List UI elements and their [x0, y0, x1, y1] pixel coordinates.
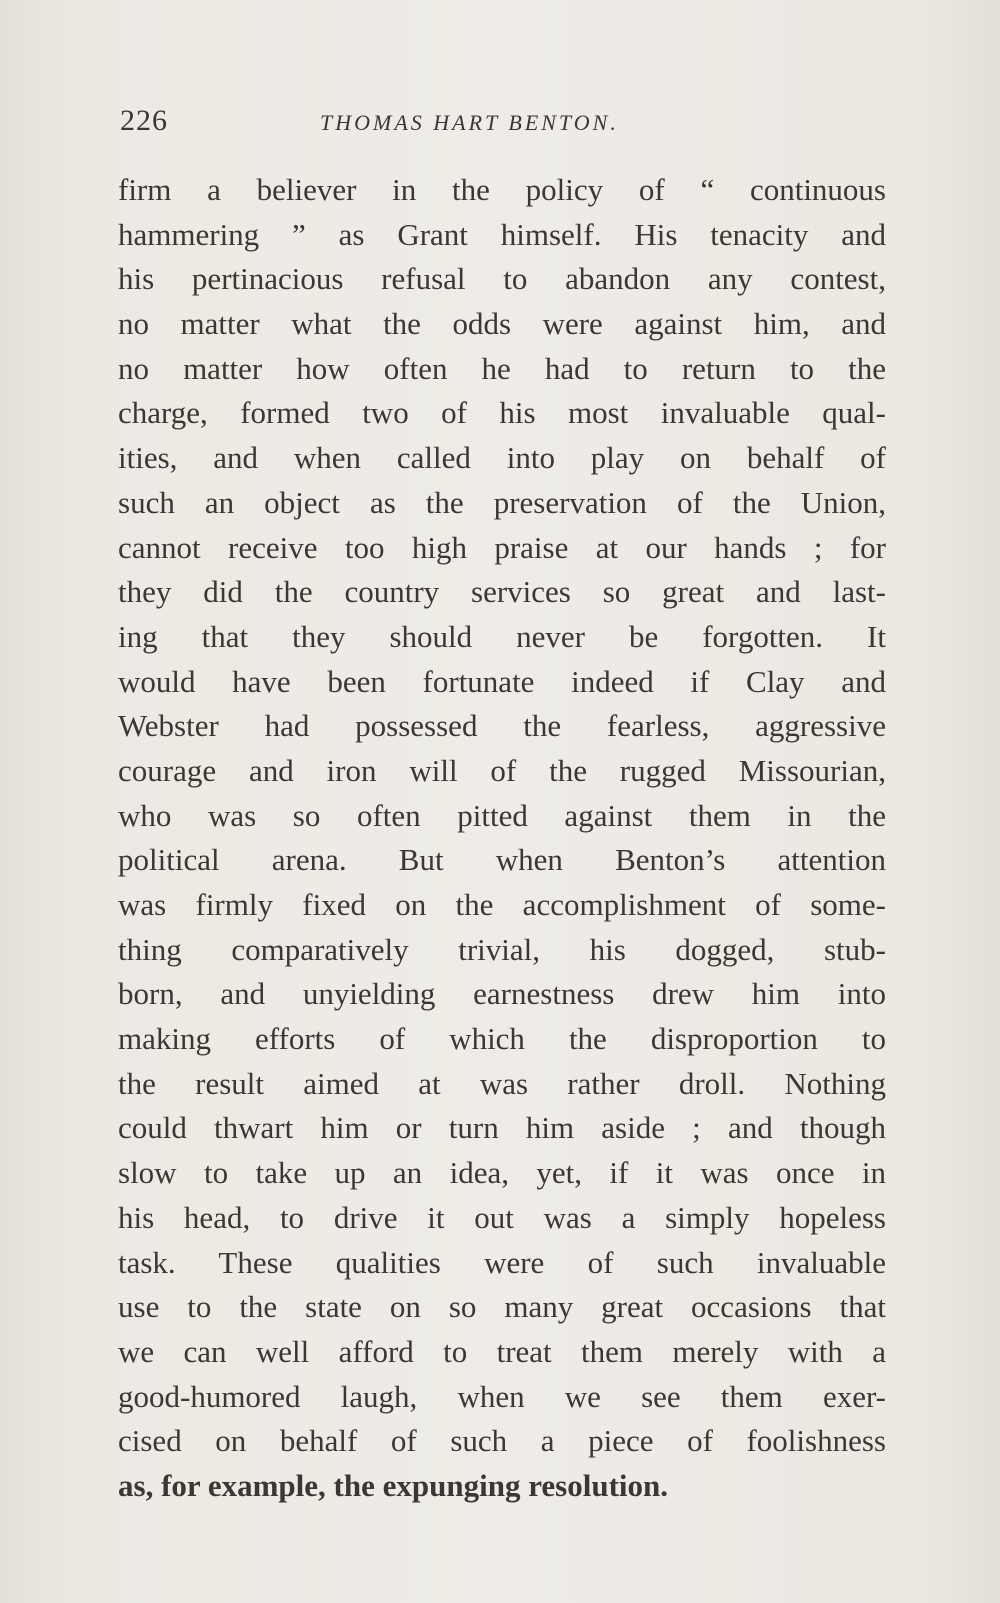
text-line: such an object as the preservation of the Union, — [118, 484, 886, 520]
page-header — [120, 104, 890, 144]
text-line: no matter what the odds were against him, and — [118, 306, 886, 342]
text-line: firm a believer in the policy of “ continuous — [118, 172, 886, 207]
body-text — [118, 168, 886, 1509]
text-line: cannot receive too high praise at our hands ; for — [118, 529, 886, 565]
text-line: they did the country services so great and last- — [118, 574, 886, 610]
running-title: THOMAS HART BENTON. — [320, 110, 619, 135]
text-line: good-humored laugh, when we see them exer- — [118, 1378, 886, 1414]
text-line: courage and iron will of the rugged Missourian, — [118, 752, 886, 788]
text-line: as, for example, the expunging resolution. — [118, 1467, 668, 1503]
text-line: could thwart him or turn him aside ; and though — [118, 1110, 886, 1146]
text-line: Webster had possessed the fearless, aggressive — [118, 708, 886, 744]
text-line: we can well afford to treat them merely with a — [118, 1333, 886, 1369]
text-line: the result aimed at was rather droll. Nothing — [118, 1065, 886, 1101]
text-line: slow to take up an idea, yet, if it was once in — [118, 1155, 886, 1191]
text-line: making efforts of which the disproportion to — [118, 1021, 886, 1057]
text-line: use to the state on so many great occasions that — [118, 1289, 886, 1325]
text-line: his pertinacious refusal to abandon any contest, — [118, 261, 886, 297]
text-line: his head, to drive it out was a simply hopeless — [118, 1199, 886, 1235]
text-line: would have been fortunate indeed if Clay and — [118, 663, 886, 699]
text-line: task. These qualities were of such invaluable — [118, 1244, 886, 1280]
text-line: charge, formed two of his most invaluable qual- — [118, 395, 886, 431]
text-line: ing that they should never be forgotten. It — [118, 618, 886, 654]
text-line: political arena. But when Benton’s attention — [118, 842, 886, 878]
text-line: thing comparatively trivial, his dogged, stub- — [118, 931, 886, 967]
text-line: cised on behalf of such a piece of foolishness — [118, 1423, 886, 1459]
text-line: no matter how often he had to return to the — [118, 350, 886, 386]
text-line: born, and unyielding earnestness drew him into — [118, 976, 886, 1012]
text-line: ities, and when called into play on behalf of — [118, 440, 886, 476]
text-line: hammering ” as Grant himself. His tenacity and — [118, 216, 886, 252]
page-number: 226 — [120, 104, 168, 137]
text-line: who was so often pitted against them in the — [118, 797, 886, 833]
text-line: was firmly fixed on the accomplishment of some- — [118, 887, 886, 922]
